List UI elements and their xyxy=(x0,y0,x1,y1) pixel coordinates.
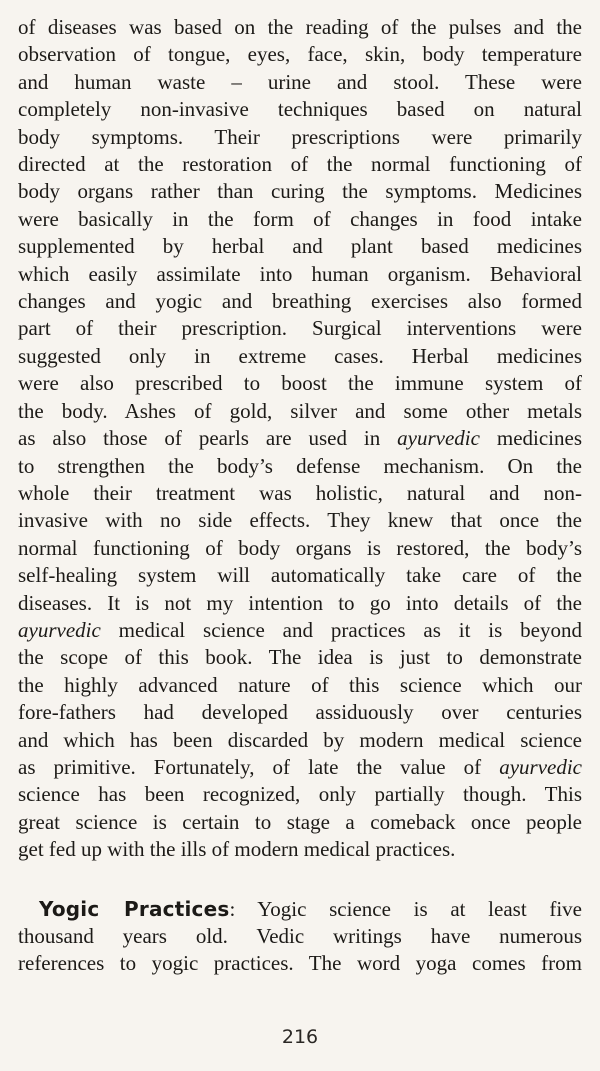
text-line xyxy=(18,896,582,923)
text-line: the body. Ashes of gold, silver and some other metals xyxy=(18,398,582,423)
text-run: medical science and practices as it is beyond xyxy=(100,617,582,642)
text-line: supplemented by herbal and plant based medicines xyxy=(18,234,582,259)
text-line: suggested only in extreme cases. Herbal medicines xyxy=(18,343,582,368)
text-line: diseases. It is not my intention to go into details of the xyxy=(18,590,582,615)
text-line: thousand years old. Vedic writings have numerous xyxy=(18,924,582,948)
text-line xyxy=(18,754,582,781)
text-line: to strengthen the body’s defense mechanism. On the xyxy=(18,453,582,478)
text-line: whole their treatment was holistic, natural and non- xyxy=(18,480,582,505)
text-line: normal functioning of body organs is restored, the body’s xyxy=(18,535,582,560)
text-line xyxy=(18,617,582,644)
page-number: 216 xyxy=(281,1026,319,1048)
text-line: fore-fathers had developed assiduously over centuries xyxy=(18,700,582,725)
text-run: as also those of pearls are used in xyxy=(18,426,398,451)
text-line: part of their prescription. Surgical interventions were xyxy=(18,316,582,341)
text-line: great science is certain to stage a comeback once people xyxy=(18,809,582,834)
italic-term: ayurvedic xyxy=(397,426,480,451)
text-line: the scope of this book. The idea is just to demonstrate xyxy=(18,645,582,670)
text-line: changes and yogic and breathing exercises also formed xyxy=(18,289,582,314)
text-line: body organs rather than curing the symptoms. Medicines xyxy=(18,179,582,204)
text-line: science has been recognized, only partially though. This xyxy=(18,782,582,807)
text-line: of diseases was based on the reading of the pulses and the xyxy=(18,15,582,39)
text-line: completely non-invasive techniques based on natural xyxy=(18,97,582,122)
text-line: which easily assimilate into human organism. Behavioral xyxy=(18,261,582,286)
text-run: : Yogic science is at least five xyxy=(229,896,582,921)
text-line: references to yogic practices. The word yoga comes from xyxy=(18,951,582,976)
text-run: as primitive. Fortunately, of late the value of xyxy=(18,754,500,779)
italic-term: ayurvedic xyxy=(499,754,582,779)
text-line: and which has been discarded by modern medical science xyxy=(18,727,582,752)
text-line: the highly advanced nature of this science which our xyxy=(18,672,582,697)
section-heading: Yogic Practices xyxy=(39,896,230,921)
text-line: body symptoms. Their prescriptions were primarily xyxy=(18,124,582,149)
italic-term: ayurvedic xyxy=(18,617,101,642)
text-line: and human waste – urine and stool. These were xyxy=(18,69,582,94)
text-line: self-healing system will automatically take care of the xyxy=(18,563,582,588)
text-line xyxy=(18,425,582,452)
text-line: directed at the restoration of the normal functioning of xyxy=(18,152,582,177)
text-run: medicines xyxy=(479,426,582,451)
text-line: invasive with no side effects. They knew that once the xyxy=(18,508,582,533)
text-line: were basically in the form of changes in food intake xyxy=(18,206,582,231)
text-line: were also prescribed to boost the immune system of xyxy=(18,371,582,396)
text-line: get fed up with the ills of modern medical practices. xyxy=(18,837,456,862)
text-line: observation of tongue, eyes, face, skin, body temperature xyxy=(18,42,582,67)
yogic-practices-section xyxy=(18,896,582,978)
body-paragraph xyxy=(18,14,582,864)
